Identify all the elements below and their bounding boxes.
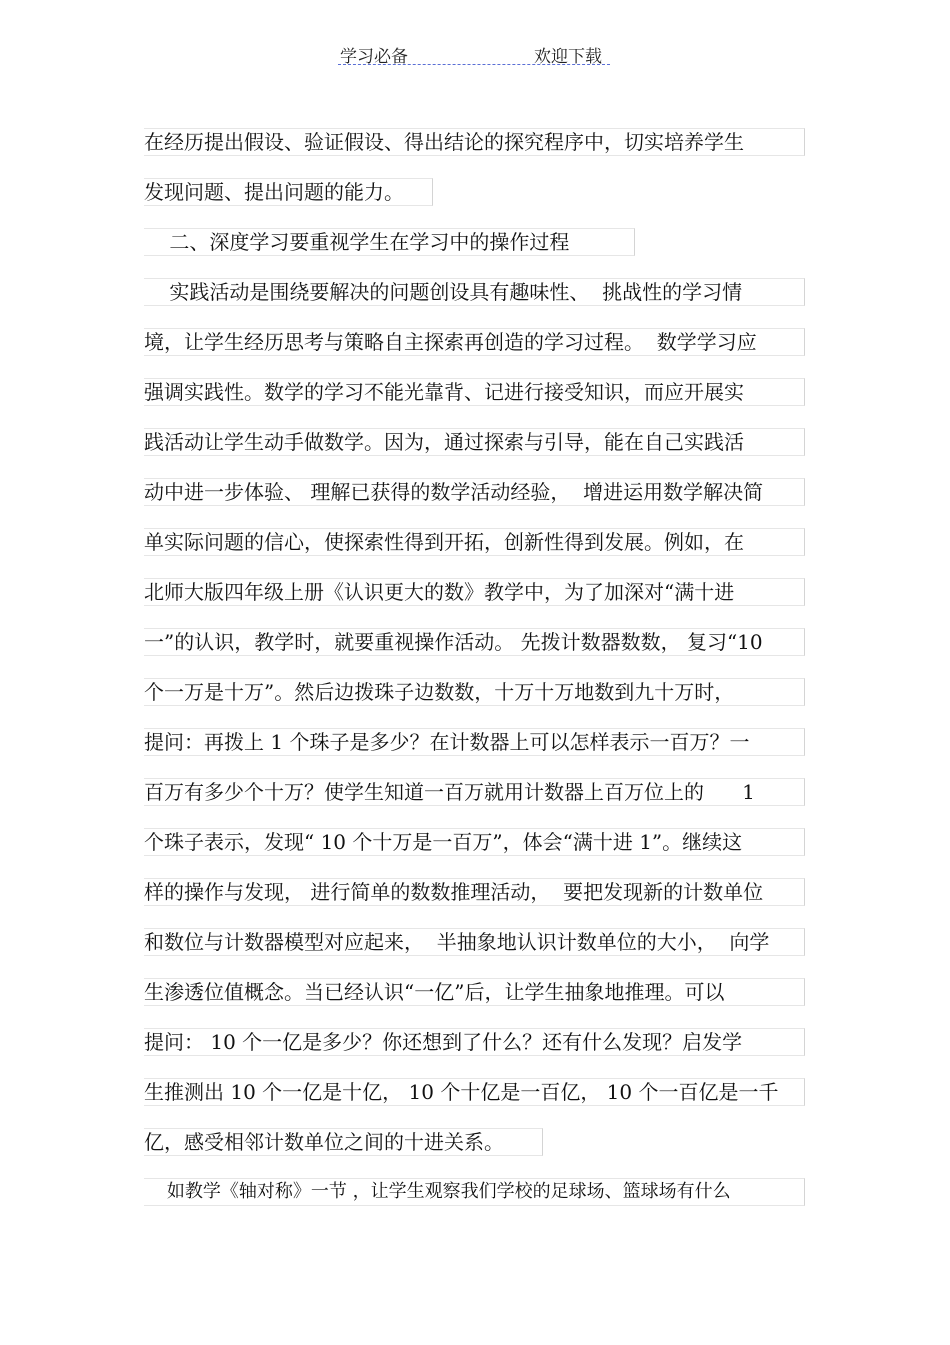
text-line-5: 境，让学生经历思考与策略自主探索再创造的学习过程。 数学学习应 <box>144 328 805 356</box>
text-line-11: 一”的认识，教学时，就要重视操作活动。 先拨计数器数数， 复习“10 <box>144 628 805 656</box>
text-line-8: 动中进一步体验、 理解已获得的数学活动经验， 增进运用数学解决简 <box>144 478 805 506</box>
text-line-18: 生渗透位值概念。当已经认识“一亿”后，让学生抽象地推理。可以 <box>144 978 805 1006</box>
text-line-6: 强调实践性。数学的学习不能光靠背、记进行接受知识，而应开展实 <box>144 378 805 406</box>
text-line-1: 在经历提出假设、验证假设、得出结论的探究程序中，切实培养学生 <box>144 128 805 156</box>
text-line-13: 提问：再拨上 1 个珠子是多少？在计数器上可以怎样表示一百万？一 <box>144 728 805 756</box>
text-line-9: 单实际问题的信心，使探索性得到开拓，创新性得到发展。例如，在 <box>144 528 805 556</box>
text-line-4: 实践活动是围绕要解决的问题创设具有趣味性、 挑战性的学习情 <box>144 278 805 306</box>
text-line-22: 如教学《轴对称》一节 ，让学生观察我们学校的足球场、篮球场有什么 <box>144 1178 805 1206</box>
text-line-12: 个一万是十万”。然后边拨珠子边数数，十万十万地数到九十万时， <box>144 678 805 706</box>
text-line-21: 亿，感受相邻计数单位之间的十进关系。 <box>144 1128 543 1156</box>
text-line-10: 北师大版四年级上册《认识更大的数》教学中，为了加深对“满十进 <box>144 578 805 606</box>
text-line-15: 个珠子表示，发现“ 10 个十万是一百万”，体会“满十进 1”。继续这 <box>144 828 805 856</box>
text-line-17: 和数位与计数器模型对应起来， 半抽象地认识计数单位的大小， 向学 <box>144 928 805 956</box>
page-header <box>338 40 610 65</box>
text-line-16: 样的操作与发现， 进行简单的数数推理活动， 要把发现新的计数单位 <box>144 878 805 906</box>
text-line-19: 提问： 10 个一亿是多少？你还想到了什么？还有什么发现？启发学 <box>144 1028 805 1056</box>
header-right-text: 欢迎下载 <box>534 47 602 67</box>
section-heading: 二、深度学习要重视学生在学习中的操作过程 <box>144 228 635 256</box>
text-line-20: 生推测出 10 个一亿是十亿， 10 个十亿是一百亿， 10 个一百亿是一千 <box>144 1078 805 1106</box>
header-left-text: 学习必备 <box>340 47 408 67</box>
text-line-7: 践活动让学生动手做数学。因为，通过探索与引导，能在自己实践活 <box>144 428 805 456</box>
text-line-2: 发现问题、提出问题的能力。 <box>144 178 433 206</box>
text-line-14: 百万有多少个十万？使学生知道一百万就用计数器上百万位上的 1 <box>144 778 805 806</box>
